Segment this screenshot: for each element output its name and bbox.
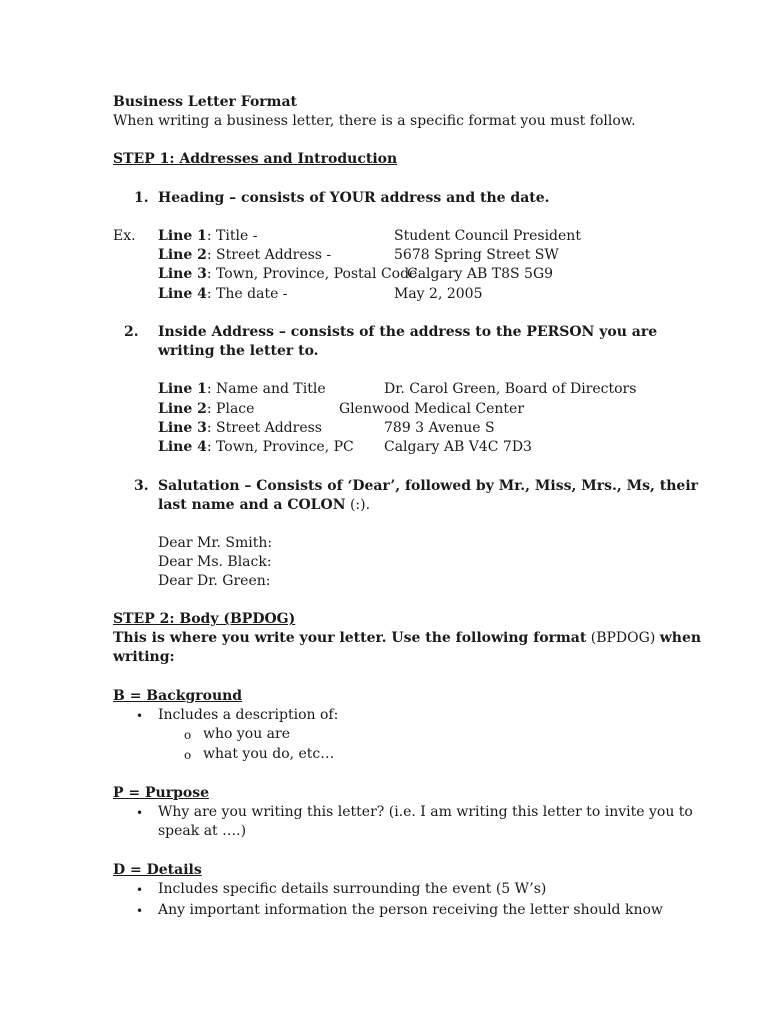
background-sub-item: what you do, etc… xyxy=(203,746,335,762)
heading-line-3-value: Calgary AB T8S 5G9 xyxy=(407,266,554,282)
item3-text-line2-rest: (:). xyxy=(345,497,371,513)
salutation-example: Dear Dr. Green: xyxy=(158,573,271,589)
details-bullet: Any important information the person receiving the letter should know xyxy=(158,902,663,918)
background-bullet: Includes a description of: xyxy=(158,707,339,723)
line-field: : Place xyxy=(206,401,255,417)
inside-line-4-value: Calgary AB V4C 7D3 xyxy=(384,439,532,455)
item1-text: Heading – consists of YOUR address and the date. xyxy=(158,190,550,206)
purpose-heading: P = Purpose xyxy=(113,785,210,801)
step2-desc-bold: This is where you write your letter. Use the following format xyxy=(113,630,587,646)
intro-text: When writing a business letter, there is a specific format you must follow. xyxy=(113,113,636,129)
line-label: Line 2 xyxy=(158,247,207,263)
step2-heading: STEP 2: Body (BPDOG) xyxy=(113,611,296,627)
example-label: Ex. xyxy=(113,228,136,244)
bullet-icon: • xyxy=(136,883,144,897)
line-field: : Name and Title xyxy=(206,381,326,397)
inside-line-2-value: Glenwood Medical Center xyxy=(339,401,525,417)
bullet-icon: • xyxy=(136,904,144,918)
heading-line-3 xyxy=(158,265,417,284)
line-label: Line 3 xyxy=(158,420,207,436)
salutation-example: Dear Ms. Black: xyxy=(158,554,272,570)
heading-line-4-value: May 2, 2005 xyxy=(394,286,483,302)
step1-heading: STEP 1: Addresses and Introduction xyxy=(113,151,398,167)
line-label: Line 3 xyxy=(158,266,207,282)
details-heading: D = Details xyxy=(113,862,202,878)
inside-line-1-value: Dr. Carol Green, Board of Directors xyxy=(384,381,637,397)
document-title: Business Letter Format xyxy=(113,94,298,110)
item2-text-line2: writing the letter to. xyxy=(158,343,319,359)
line-field: : The date - xyxy=(206,286,288,302)
item3-text-line2 xyxy=(158,496,370,515)
item3-number: 3. xyxy=(134,478,149,494)
heading-line-1 xyxy=(158,227,257,246)
salutation-example: Dear Mr. Smith: xyxy=(158,535,273,551)
line-field: : Town, Province, Postal Code xyxy=(206,266,418,282)
item1-number: 1. xyxy=(134,190,149,206)
line-field: : Title - xyxy=(206,228,258,244)
item3-text-line2-bold: last name and a COLON xyxy=(158,497,346,513)
background-heading: B = Background xyxy=(113,688,243,704)
item3-text-line1: Salutation – Consists of ‘Dear’, followed by Mr., Miss, Mrs., Ms, their xyxy=(158,478,699,494)
bullet-icon: • xyxy=(136,806,144,820)
item2-number: 2. xyxy=(124,324,139,340)
line-label: Line 1 xyxy=(158,381,207,397)
inside-line-1 xyxy=(158,380,326,399)
purpose-bullet-line1: Why are you writing this letter? (i.e. I am writing this letter to invite you to xyxy=(158,804,693,820)
background-sub-item: who you are xyxy=(203,726,291,742)
inside-line-4 xyxy=(158,438,354,457)
heading-line-2 xyxy=(158,246,331,265)
inside-line-3-value: 789 3 Avenue S xyxy=(384,420,495,436)
step2-desc-paren: (BPDOG) xyxy=(586,630,660,646)
line-label: Line 1 xyxy=(158,228,207,244)
inside-line-3 xyxy=(158,419,322,438)
line-label: Line 4 xyxy=(158,286,207,302)
step2-desc-end: when xyxy=(659,630,702,646)
heading-line-2-value: 5678 Spring Street SW xyxy=(394,247,559,263)
bullet-icon: • xyxy=(136,709,144,723)
purpose-bullet-line2: speak at ….) xyxy=(158,823,247,839)
line-field: : Town, Province, PC xyxy=(206,439,354,455)
line-label: Line 4 xyxy=(158,439,207,455)
step2-desc-line1 xyxy=(113,629,701,648)
heading-line-1-value: Student Council President xyxy=(394,228,581,244)
step2-desc-line2: writing: xyxy=(113,649,175,665)
sub-bullet-icon: o xyxy=(184,748,192,762)
inside-line-2 xyxy=(158,400,254,419)
item2-text-line1: Inside Address – consists of the address to the PERSON you are xyxy=(158,324,658,340)
line-field: : Street Address - xyxy=(206,247,332,263)
sub-bullet-icon: o xyxy=(184,728,192,742)
line-field: : Street Address xyxy=(206,420,322,436)
line-label: Line 2 xyxy=(158,401,207,417)
heading-line-4 xyxy=(158,285,288,304)
details-bullet: Includes specific details surrounding the event (5 W’s) xyxy=(158,881,547,897)
